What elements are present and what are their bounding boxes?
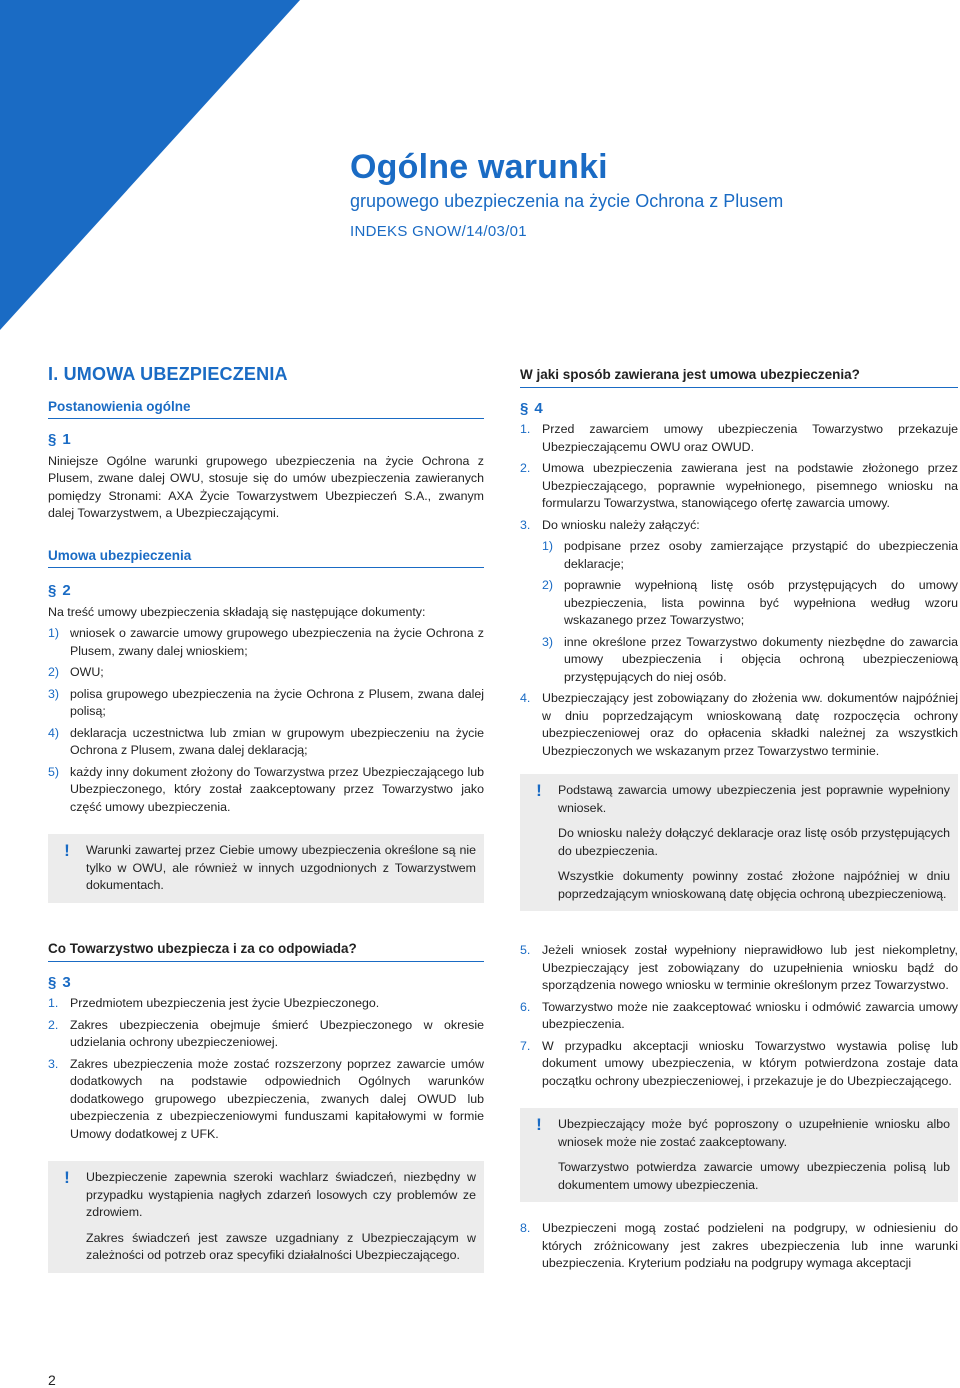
list-item-number: 7. [520,1038,531,1053]
list-item-text: każdy inny dokument złożony do Towarzystwa przez Ubezpieczającego lub Ubezpieczonego, który został zaakceptowany przez Towarzystwo jako część umowy ubezpieczenia. [70,764,484,814]
section-sign-icon: § [520,399,529,417]
note-text: Wszystkie dokumenty powinny zostać złożone najpóźniej w dniu poprzedzającym wnioskowaną datę objęcia ochroną ubezpieczeniową. [558,869,950,901]
list-item [520,1038,958,1091]
list-item-number: 1) [48,626,60,640]
right-column-lower [520,938,958,1273]
note-text: Ubezpieczenie zapewnia szeroki wachlarz świadczeń, niezbędny w przypadku wystąpienia nagłych zdarzeń losowych czy problemów ze zdrowiem. [86,1170,476,1219]
paragraph-number: 1 [62,431,71,448]
list-item-text: Zakres ubezpieczenia obejmuje śmierć Ubezpieczonego w okresie udzielania ochrony ubezpieczeniowej. [70,1017,484,1049]
question-heading: W jaki sposób zawierana jest umowa ubezpieczenia? [520,366,958,388]
list-item-number: 6. [520,999,531,1014]
paragraph-1-marker [48,431,484,449]
list-item-text: Przed zawarciem umowy ubezpieczenia Towarzystwo przekazuje Ubezpieczającemu OWU oraz OWUD. [542,422,958,454]
list-item [520,1220,958,1273]
paragraph-number: 4 [534,399,543,417]
info-note [48,834,484,903]
note-text: Do wniosku należy dołączyć deklaracje oraz listę osób przystępujących do ubezpieczenia. [558,826,950,858]
blue-corner-decoration [0,0,300,330]
sub-list-item [542,634,958,687]
page-title: Ogólne warunki [350,148,608,186]
list-item [520,690,958,760]
list-item-text: podpisane przez osoby zamierzające przystąpić do ubezpieczenia deklaracje; [564,539,958,571]
list-item-number: 4. [520,691,531,705]
list-item-text: W przypadku akceptacji wniosku Towarzystwo wystawia polisę lub dokument umowy ubezpieczenia, w którym potwierdzona zostaje data początku ochrony ubezpieczeniowej, i przekazuje je do Ubezpieczającego. [542,1038,958,1088]
list-item [520,421,958,456]
subsection-general-provisions: Postanowienia ogólne [48,398,484,420]
right-column-upper [520,366,958,911]
info-note [520,1108,958,1202]
list-item [520,999,958,1034]
sub-list [520,538,958,686]
list-item-number: 3) [48,686,60,701]
note-text: Warunki zawartej przez Ciebie umowy ubezpieczenia określone są nie tylko w OWU, ale również w innych uzgodnionych z Towarzystwem dokumentach. [86,843,476,892]
paragraph-number: 3 [62,973,71,991]
list-item-number: 2. [48,1017,59,1032]
document-index: INDEKS GNOW/14/03/01 [350,223,527,240]
list-item-number: 3. [48,1056,59,1071]
list-item-number: 2) [542,578,554,592]
note-text: Ubezpieczający może być poproszony o uzupełnienie wniosku albo wniosek może nie zostać zaakceptowany. [558,1117,950,1149]
list-item-number: 3) [542,634,554,649]
list-item-number: 5) [48,764,60,779]
list-item [520,460,958,513]
list-item [48,995,484,1013]
exclamation-icon: ! [536,781,542,800]
note-text: Podstawą zawarcia umowy ubezpieczenia jest poprawnie wypełniony wniosek. [558,783,950,815]
note-text: Towarzystwo potwierdza zawarcie umowy ubezpieczenia polisą lub dokumentem umowy ubezpieczenia. [558,1160,950,1192]
list-item [520,517,958,535]
left-column-lower [48,940,484,1273]
page-number: 2 [48,1372,56,1388]
list-item-text: Zakres ubezpieczenia może zostać rozszerzony poprzez zawarcie umów dodatkowych na podstawie odpowiednich Ogólnych warunków dodatkowego grupowego ubezpieczenia, zwanych dalej OWUD lub ubezpieczenia z ubezpieczeniowymi funduszami kapitałowymi w formie Umowy dodatkowej z UFK. [70,1056,484,1141]
info-note [520,774,958,911]
list-item-text: wniosek o zawarcie umowy grupowego ubezpieczenia na życie Ochrona z Plusem, zwany dalej wnioskiem; [70,626,484,658]
paragraph-1-text: Niniejsze Ogólne warunki grupowego ubezpieczenia na życie Ochrona z Plusem, zwane dalej OWU, stosuje się do umów ubezpieczenia zawieranych pomiędzy Stronami: AXA Życie Towarzystwem Ubezpieczeń S.A., zwanym dalej Towarzystwem, a Ubezpieczającymi. [48,453,484,520]
list-item-text: Do wniosku należy załączyć: [542,517,700,532]
list-item-text: inne określone przez Towarzystwo dokumenty niezbędne do zawarcia umowy ubezpieczenia i objęcia ochroną ubezpieczeniową przystępujących do niej osób. [564,634,958,684]
list-item-text: Ubezpieczeni mogą zostać podzieleni na podgrupy, w odniesieniu do których zróżnicowany jest zakres ubezpieczenia lub inne warunki ubezpieczenia. Kryterium podziału na podgrupy wymaga akceptacji [542,1221,958,1270]
list-item-text: polisa grupowego ubezpieczenia na życie Ochrona z Plusem, zwana dalej polisą; [70,686,484,718]
list-item [520,942,958,995]
left-column-upper [48,366,484,903]
exclamation-icon: ! [64,841,70,860]
list-item [48,686,484,721]
list-item-text: Ubezpieczający jest zobowiązany do złożenia ww. dokumentów najpóźniej w dniu poprzedzającym wnioskowaną datę rozpoczęcia ochrony ubezpieczeniowej oraz do opłacenia składki należnej za wszystkich Ubezpieczonych we wskazanym przez Towarzystwo terminie. [542,691,958,758]
list-item [48,764,484,817]
page-subtitle: grupowego ubezpieczenia na życie Ochrona z Plusem [350,191,784,211]
section-sign-icon: § [48,431,57,448]
info-note [48,1161,484,1273]
list-item-number: 5. [520,943,531,957]
list-item [48,664,484,682]
list-item-number: 1) [542,539,554,553]
paragraph-2-intro: Na treść umowy ubezpieczenia składają się następujące dokumenty: [48,604,426,619]
list-item-text: Jeżeli wniosek został wypełniony nieprawidłowo lub jest niekompletny, Ubezpieczający jest zobowiązany do uzupełnienia wniosku bądź do sporządzenia nowego wniosku w terminie określonym przez Towarzystwo. [542,943,958,992]
list-item-text: deklaracja uczestnictwa lub zmian w grupowym ubezpieczeniu na życie Ochrona z Plusem, zwana dalej deklaracją; [70,725,484,757]
list-item-number: 1. [520,422,531,436]
section-heading: I. UMOWA UBEZPIECZENIA [48,364,288,384]
list-item-text: Przedmiotem ubezpieczenia jest życie Ubezpieczonego. [70,996,380,1010]
note-text: Zakres świadczeń jest zawsze uzgadniany z Ubezpieczającym w zależności od potrzeb oraz specyfiki działalności Ubezpieczającego. [86,1230,476,1262]
subsection-insurance-contract: Umowa ubezpieczenia [48,547,484,569]
question-heading: Co Towarzystwo ubezpiecza i za co odpowiada? [48,940,484,962]
paragraph-2-marker [48,582,484,600]
list-item-number: 2) [48,665,60,679]
exclamation-icon: ! [536,1115,542,1134]
list-item-number: 3. [520,517,531,532]
section-sign-icon: § [48,582,57,599]
exclamation-icon: ! [64,1168,70,1187]
list-item-text: Umowa ubezpieczenia zawierana jest na podstawie złożonego przez Ubezpieczającego, poprawnie wypełnionego, pisemnego wniosku na formularzu Towarzystwa, stanowiącego ofertę zawarcia umowy. [542,461,958,510]
list-item [48,625,484,660]
list-item-number: 1. [48,996,59,1010]
list-item-text: poprawnie wypełnioną listę osób przystępujących do umowy ubezpieczenia, lista powinna być wypełniona według wzoru wskazanego przez Towarzystwo; [564,578,958,627]
list-item-number: 4) [48,725,60,740]
paragraph-3-marker [48,974,484,992]
list-item [48,725,484,760]
paragraph-4-marker [520,400,958,418]
list-item [48,1056,484,1144]
sub-list-item [542,577,958,630]
list-item-number: 8. [520,1221,531,1235]
list-item-text: Towarzystwo może nie zaakceptować wniosku i odmówić zawarcia umowy ubezpieczenia. [542,999,958,1031]
paragraph-number: 2 [62,582,71,599]
list-item-number: 2. [520,461,531,475]
list-item [48,1017,484,1052]
sub-list-item [542,538,958,573]
section-sign-icon: § [48,973,57,991]
list-item-text: OWU; [70,665,104,679]
